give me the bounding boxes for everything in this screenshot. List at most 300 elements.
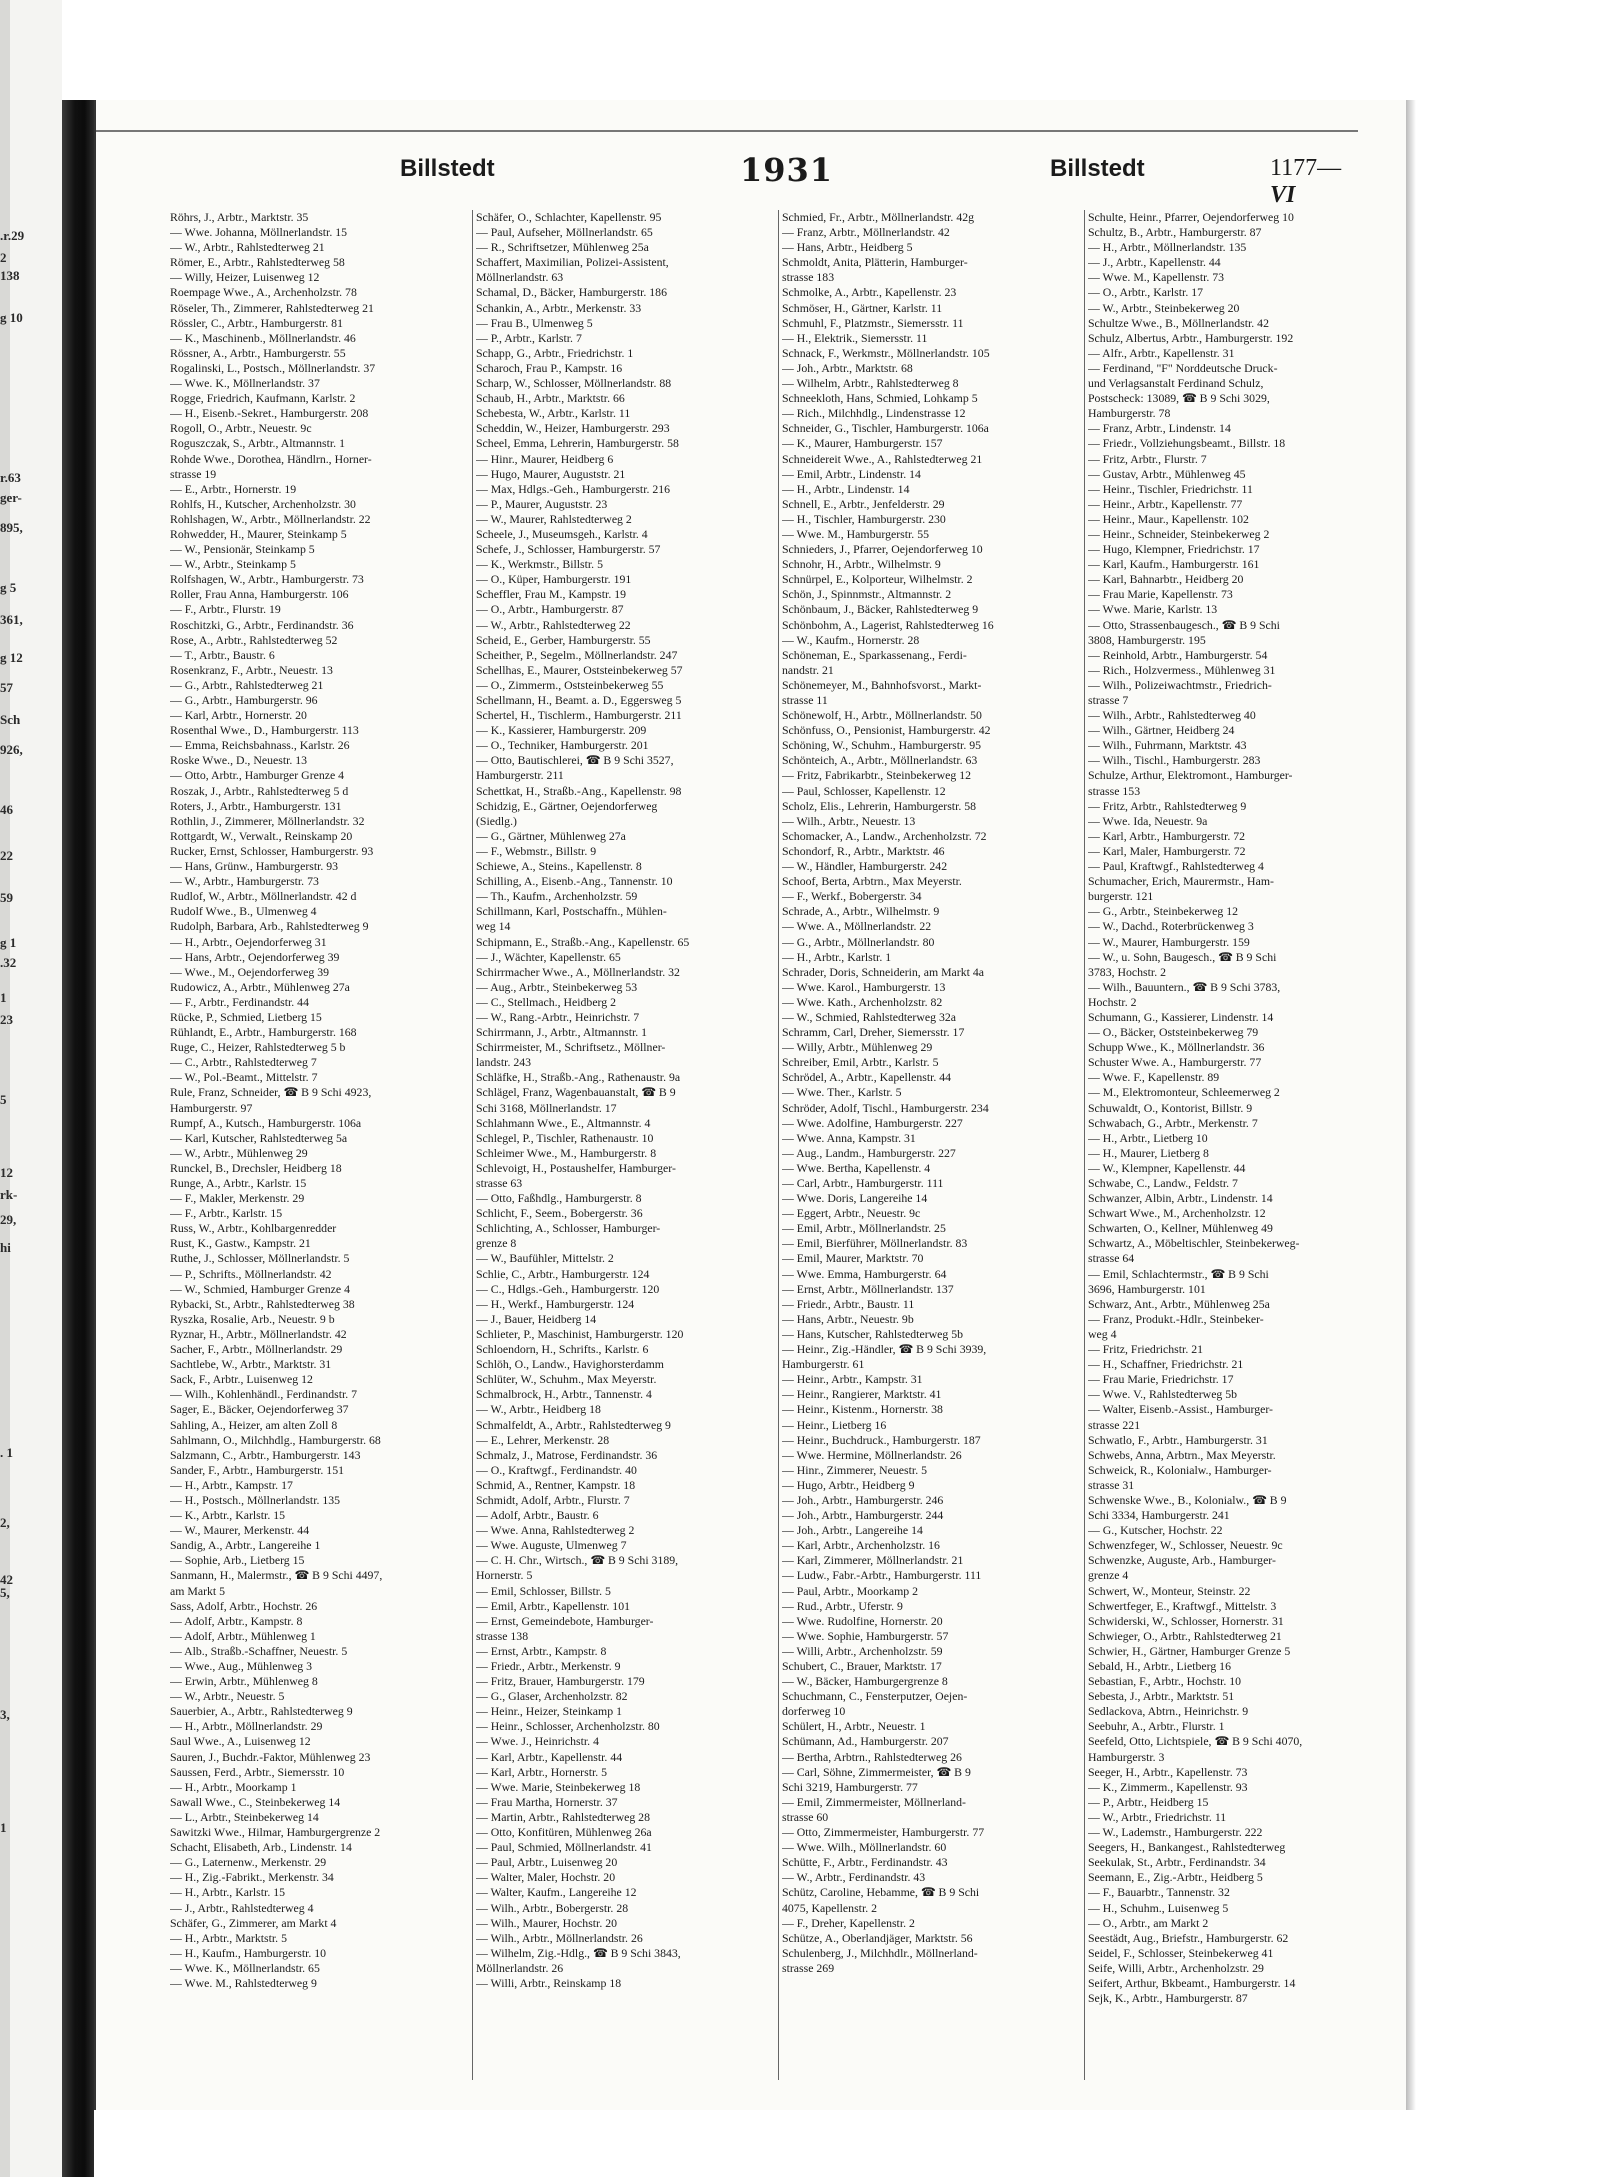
directory-entry: — Wwe. F., Kapellenstr. 89 <box>1088 1070 1220 1085</box>
directory-entry: Schleimer Wwe., M., Hamburgerstr. 8 <box>476 1145 657 1160</box>
directory-entry: Schnürpel, E., Kolporteur, Wilhelmstr. 2 <box>782 572 973 587</box>
directory-entry: — Karl, Kutscher, Rahlstedterweg 5a <box>170 1130 348 1145</box>
directory-entry: landstr. 243 <box>476 1055 532 1070</box>
directory-entry: — H., Arbtr., Marktstr. 5 <box>170 1930 287 1945</box>
directory-entry: Scheid, E., Gerber, Hamburgerstr. 55 <box>476 632 651 647</box>
directory-entry: — Walter, Eisenb.-Assist., Hamburger- <box>1088 1402 1273 1417</box>
directory-entry: — Ernst, Arbtr., Kampstr. 8 <box>476 1643 607 1658</box>
directory-entry: Schi 3334, Hamburgerstr. 241 <box>1088 1508 1230 1523</box>
directory-entry: — H., Arbtr., Moorkamp 1 <box>170 1779 297 1794</box>
directory-entry: 3808, Hamburgerstr. 195 <box>1088 632 1206 647</box>
directory-entry: — W., Arbtr., Steinkamp 5 <box>170 557 296 572</box>
directory-entry: — Karl, Arbtr., Hornerstr. 20 <box>170 708 307 723</box>
directory-entry: strasse 7 <box>1088 693 1129 707</box>
header-rule <box>96 130 1358 132</box>
directory-entry: Schönbaum, J., Bäcker, Rahlstedterweg 9 <box>782 602 979 617</box>
directory-entry: — J., Bauer, Heidberg 14 <box>476 1311 597 1326</box>
directory-entry: Sanmann, H., Malermstr., ☎ B 9 Schi 4497, <box>170 1568 383 1583</box>
directory-entry: — H., Elektrik., Siemersstr. 11 <box>782 330 928 345</box>
directory-entry: Schmuhl, F., Platzmstr., Siemersstr. 11 <box>782 315 964 330</box>
directory-entry: — Otto, Faßhdlg., Hamburgerstr. 8 <box>476 1191 642 1206</box>
directory-entry: — Emil, Arbtr., Möllnerlandstr. 25 <box>782 1221 946 1236</box>
directory-entry: Schlegel, P., Tischler, Rathenaustr. 10 <box>476 1130 654 1145</box>
directory-entry: Schnohr, H., Arbtr., Wilhelmstr. 9 <box>782 557 941 572</box>
directory-entry: — Willi, Arbtr., Reinskamp 18 <box>476 1975 622 1990</box>
directory-entry: — O., Arbtr., am Markt 2 <box>1088 1915 1209 1930</box>
directory-entry: strasse 60 <box>782 1809 829 1824</box>
directory-entry: Schirrmacher Wwe., A., Möllnerlandstr. 32 <box>476 964 680 979</box>
margin-fragment: rk- <box>0 1187 18 1202</box>
directory-entry: — G., Arbtr., Steinbekerweg 12 <box>1088 904 1239 919</box>
directory-entry: — H., Arbtr., Karlstr. 1 <box>782 949 892 964</box>
directory-entry: — Paul, Arbtr., Luisenweg 20 <box>476 1855 618 1870</box>
directory-entry: Röseler, Th., Zimmerer, Rahlstedterweg 21 <box>170 300 374 315</box>
margin-fragment: ger- <box>0 490 22 505</box>
directory-entry: Schwabach, G., Arbtr., Merkenstr. 7 <box>1088 1115 1258 1130</box>
margin-fragment: . 1 <box>0 1445 13 1460</box>
directory-entry: — P., Arbtr., Heidberg 15 <box>1088 1794 1209 1809</box>
directory-entry: — Reinhold, Arbtr., Hamburgerstr. 54 <box>1088 647 1268 662</box>
directory-entry: weg 14 <box>476 919 511 934</box>
column-divider <box>1084 210 1085 2080</box>
directory-entry: — Wwe. M., Hamburgerstr. 55 <box>782 526 930 541</box>
directory-entry: Schwenzke, Auguste, Arb., Hamburger- <box>1088 1553 1276 1568</box>
directory-entry: Schomacker, A., Landw., Archenholzstr. 72 <box>782 828 987 843</box>
directory-entry: — Wilh., Tischl., Hamburgerstr. 283 <box>1088 753 1261 768</box>
directory-entry: Roller, Frau Anna, Hamburgerstr. 106 <box>170 587 349 602</box>
directory-entry: — F., Dreher, Kapellenstr. 2 <box>782 1915 915 1930</box>
directory-entry: — Paul, Arbtr., Moorkamp 2 <box>782 1583 918 1598</box>
directory-entry: Postscheck: 13089, ☎ B 9 Schi 3029, <box>1088 391 1270 406</box>
directory-entry: Rohlshagen, W., Arbtr., Möllnerlandstr. 22 <box>170 511 371 526</box>
directory-entry: — W., Maurer, Rahlstedterweg 2 <box>476 511 632 526</box>
directory-entry: Schulz, Albertus, Arbtr., Hamburgerstr. 192 <box>1088 330 1294 345</box>
directory-entry: — Bertha, Arbtrn., Rahlstedterweg 26 <box>782 1749 962 1764</box>
directory-entry: — Heinr., Buchdruck., Hamburgerstr. 187 <box>782 1432 981 1447</box>
directory-entry: — Wwe. Adolfine, Hamburgerstr. 227 <box>782 1115 963 1130</box>
margin-fragment: 22 <box>0 848 13 863</box>
directory-entry: — Karl, Arbtr., Hamburgerstr. 72 <box>1088 828 1246 843</box>
directory-entry: strasse 269 <box>782 1960 835 1975</box>
directory-entry: — T., Arbtr., Baustr. 6 <box>170 647 275 662</box>
margin-fragment: 2, <box>0 1515 10 1530</box>
directory-entry: Schwart Wwe., M., Archenholzstr. 12 <box>1088 1206 1266 1221</box>
directory-entry: Scheddin, W., Heizer, Hamburgerstr. 293 <box>476 421 670 436</box>
directory-entry: — H., Zig.-Fabrikt., Merkenstr. 34 <box>170 1870 334 1885</box>
directory-entry: — Ernst, Arbtr., Möllnerlandstr. 137 <box>782 1281 954 1296</box>
directory-entry: strasse 153 <box>1088 783 1141 798</box>
directory-entry: — Karl, Zimmerer, Möllnerlandstr. 21 <box>782 1553 964 1568</box>
directory-entry: — Gustav, Arbtr., Mühlenweg 45 <box>1088 466 1246 481</box>
directory-entry: Schrade, A., Arbtr., Wilhelmstr. 9 <box>782 904 940 919</box>
margin-fragment: hi <box>0 1240 11 1255</box>
directory-entry: — H., Schuhm., Luisenweg 5 <box>1088 1900 1229 1915</box>
directory-entry: — Otto, Strassenbaugesch., ☎ B 9 Schi <box>1088 617 1280 632</box>
directory-entry: — Wilh., Gärtner, Heidberg 24 <box>1088 723 1235 738</box>
margin-fragment: .r.29 <box>0 228 25 243</box>
directory-entry: — Walter, Kaufm., Langereihe 12 <box>476 1885 637 1900</box>
directory-entry: Schipmann, E., Straßb.-Ang., Kapellenstr. 65 <box>476 934 690 949</box>
directory-entry: strasse 64 <box>1088 1251 1135 1266</box>
directory-entry: — F., Webmstr., Billstr. 9 <box>476 843 597 858</box>
directory-entry: — W., Klempner, Kapellenstr. 44 <box>1088 1160 1246 1175</box>
directory-entry: — Hugo, Klempner, Friedrichstr. 17 <box>1088 542 1260 557</box>
directory-entry: — W., Dachd., Roterbrückenweg 3 <box>1088 919 1254 934</box>
directory-entry: — F., Arbtr., Ferdinandstr. 44 <box>170 994 309 1009</box>
directory-entry: Schönemeyer, M., Bahnhofsvorst., Markt- <box>782 677 982 692</box>
directory-entry: — Otto, Arbtr., Hamburger Grenze 4 <box>170 768 345 783</box>
directory-entry: Schmöser, H., Gärtner, Karlstr. 11 <box>782 300 943 315</box>
margin-fragment: 23 <box>0 1012 13 1027</box>
directory-entry: — H., Werkf., Hamburgerstr. 124 <box>476 1296 635 1311</box>
directory-entry: — W., Maurer, Merkenstr. 44 <box>170 1523 310 1538</box>
margin-fragment: r.63 <box>0 470 21 485</box>
directory-entry: strasse 63 <box>476 1176 523 1190</box>
directory-entry: Rumpf, A., Kutsch., Hamburgerstr. 106a <box>170 1115 362 1130</box>
directory-entry: Schuster Wwe. A., Hamburgerstr. 77 <box>1088 1055 1262 1070</box>
directory-entry: Schillmann, Karl, Postschaffn., Mühlen- <box>476 904 667 919</box>
directory-entry: Schwarz, Ant., Arbtr., Mühlenweg 25a <box>1088 1296 1270 1311</box>
directory-entry: — Otto, Zimmermeister, Hamburgerstr. 77 <box>782 1825 985 1840</box>
directory-entry: strasse 19 <box>170 466 217 481</box>
directory-entry: Hamburgerstr. 61 <box>782 1357 865 1372</box>
directory-entry: — Wwe. Rudolfine, Hornerstr. 20 <box>782 1613 943 1628</box>
directory-entry: Schaub, H., Arbtr., Marktstr. 66 <box>476 391 625 406</box>
directory-entry: Russ, W., Arbtr., Kohlbargenredder <box>170 1221 337 1236</box>
directory-entry: — W., Arbtr., Steinbekerweg 20 <box>1088 300 1240 315</box>
directory-entry: — Ferdinand, "F" Norddeutsche Druck- <box>1088 360 1278 375</box>
directory-entry: Rogge, Friedrich, Kaufmann, Karlstr. 2 <box>170 391 356 406</box>
directory-entry: Schwartz, A., Möbeltischler, Steinbekerweg- <box>1088 1236 1300 1251</box>
directory-entry: Schäfer, G., Zimmerer, am Markt 4 <box>170 1915 337 1930</box>
directory-entry: — Alfr., Arbtr., Kapellenstr. 31 <box>1088 345 1235 360</box>
directory-entry: — Wilh., Arbtr., Neuestr. 13 <box>782 813 916 828</box>
directory-entry: — Emil, Arbtr., Kapellenstr. 101 <box>476 1598 630 1613</box>
directory-entry: — W., Maurer, Hamburgerstr. 159 <box>1088 934 1250 949</box>
directory-entry: Schwieger, O., Arbtr., Rahlstedterweg 21 <box>1088 1628 1282 1643</box>
directory-entry: Schwier, H., Gärtner, Hamburger Grenze 5 <box>1088 1643 1291 1658</box>
directory-entry: Saussen, Ferd., Arbtr., Siemersstr. 10 <box>170 1764 345 1779</box>
directory-entry: Schacht, Elisabeth, Arb., Lindenstr. 14 <box>170 1840 352 1855</box>
margin-fragment: 361, <box>0 612 23 627</box>
directory-entry: Schiewe, A., Steins., Kapellenstr. 8 <box>476 859 642 874</box>
directory-entry: grenze 4 <box>1088 1568 1129 1583</box>
directory-entry: — Hans, Arbtr., Heidberg 5 <box>782 240 913 255</box>
page-edge-shadow <box>1406 100 1416 2110</box>
directory-entry: Schloendorn, H., Schrifts., Karlstr. 6 <box>476 1342 649 1357</box>
directory-entry: Rohlfs, H., Kutscher, Archenholzstr. 30 <box>170 496 356 511</box>
directory-entry: — Karl, Maler, Hamburgerstr. 72 <box>1088 843 1246 858</box>
directory-entry: — Wilh., Arbtr., Rahlstedterweg 40 <box>1088 708 1256 723</box>
directory-entry: Rolfshagen, W., Arbtr., Hamburgerstr. 73 <box>170 572 364 587</box>
margin-fragment: 5, <box>0 1585 10 1600</box>
directory-entry: Rose, A., Arbtr., Rahlstedterweg 52 <box>170 632 338 647</box>
directory-entry: — Friedr., Arbtr., Baustr. 11 <box>782 1296 915 1311</box>
directory-entry: Schmalfeldt, A., Arbtr., Rahlstedterweg 9 <box>476 1417 671 1432</box>
directory-entry: — E., Lehrer, Merkenstr. 28 <box>476 1432 610 1447</box>
margin-fragment: 59 <box>0 890 13 905</box>
directory-entry: Schirrmann, J., Arbtr., Altmannstr. 1 <box>476 1025 648 1040</box>
directory-entry: — Wilh., Polizeiwachtmstr., Friedrich- <box>1088 677 1272 692</box>
directory-entry: (Siedlg.) <box>476 813 517 828</box>
directory-entry: — Wwe. Ida, Neuestr. 9a <box>1088 813 1208 828</box>
directory-entry: Roszak, J., Arbtr., Rahlstedterweg 5 d <box>170 783 349 798</box>
directory-entry: Schönbohm, A., Lagerist, Rahlstedterweg 16 <box>782 617 994 632</box>
directory-entry: — Th., Kaufm., Archenholzstr. 59 <box>476 889 638 904</box>
directory-entry: Scheffler, Frau M., Kampstr. 19 <box>476 587 627 602</box>
directory-entry: — Wwe., Aug., Mühlenweg 3 <box>170 1659 312 1673</box>
directory-entry: Schwanzer, Albin, Arbtr., Lindenstr. 14 <box>1088 1191 1273 1206</box>
directory-entry: Salzmann, C., Arbtr., Hamburgerstr. 143 <box>170 1447 361 1462</box>
directory-entry: Rühlandt, E., Arbtr., Hamburgerstr. 168 <box>170 1025 357 1040</box>
directory-entry: Schweick, R., Kolonialw., Hamburger- <box>1088 1462 1272 1477</box>
directory-entry: — Wwe. Bertha, Kapellenstr. 4 <box>782 1160 931 1175</box>
directory-entry: — W., Baufühler, Mittelstr. 2 <box>476 1251 614 1266</box>
directory-entry: Schapp, G., Arbtr., Friedrichstr. 1 <box>476 345 634 360</box>
directory-entry: — Wilhelm, Zig.-Hdlg., ☎ B 9 Schi 3843, <box>476 1945 681 1960</box>
directory-entry: — Wwe. M., Kapellenstr. 73 <box>1088 270 1225 285</box>
directory-entry: Schümann, Ad., Hamburgerstr. 207 <box>782 1734 949 1749</box>
directory-entry: Sahlmann, O., Milchhdlg., Hamburgerstr. 68 <box>170 1432 381 1447</box>
header-year: 1931 <box>740 151 834 189</box>
margin-fragment: g 12 <box>0 650 23 665</box>
directory-entry: — P., Maurer, Auguststr. 23 <box>476 496 608 511</box>
directory-entry: — Heinr., Arbtr., Kampstr. 31 <box>782 1372 923 1387</box>
directory-entry: — Wilh., Fuhrmann, Marktstr. 43 <box>1088 738 1247 753</box>
directory-entry: Schidzig, E., Gärtner, Oejendorferweg <box>476 798 658 813</box>
directory-entry: — G., Arbtr., Möllnerlandstr. 80 <box>782 934 935 949</box>
margin-fragment: g 10 <box>0 310 23 325</box>
directory-entry: Rohde Wwe., Dorothea, Händlrn., Horner- <box>170 451 372 466</box>
margin-fragment: 12 <box>0 1165 13 1180</box>
directory-entry: — Emil, Zimmermeister, Möllnerland- <box>782 1794 966 1809</box>
directory-entry: — F., Werkf., Bobergerstr. 34 <box>782 889 922 904</box>
directory-entry: Rudolph, Barbara, Arb., Rahlstedterweg 9 <box>170 919 369 934</box>
directory-entry: — Paul, Kraftwgf., Rahlstedterweg 4 <box>1088 859 1264 874</box>
directory-entry: — Emma, Reichsbahnass., Karlstr. 26 <box>170 738 350 753</box>
directory-entry: — Ludw., Fabr.-Arbtr., Hamburgerstr. 111 <box>782 1568 982 1583</box>
directory-entry: — Emil, Schlachtermstr., ☎ B 9 Schi <box>1088 1266 1269 1281</box>
directory-entry: — Hans, Arbtr., Oejendorferweg 39 <box>170 949 340 964</box>
directory-entry: Rogoll, O., Arbtr., Neuestr. 9c <box>170 421 312 436</box>
directory-entry: Schwenske Wwe., B., Kolonialw., ☎ B 9 <box>1088 1492 1287 1507</box>
directory-entry: Roters, J., Arbtr., Hamburgerstr. 131 <box>170 798 342 813</box>
directory-entry: — Hans, Arbtr., Neuestr. 9b <box>782 1311 914 1326</box>
directory-entry: Schertel, H., Tischlerm., Hamburgerstr. 211 <box>476 708 682 723</box>
directory-entry: — J., Arbtr., Rahlstedterweg 4 <box>170 1900 314 1915</box>
directory-entry: Seifert, Arthur, Bkbeamt., Hamburgerstr. 14 <box>1088 1975 1296 1990</box>
directory-entry: Schamal, D., Bäcker, Hamburgerstr. 186 <box>476 285 667 300</box>
directory-entry: Schumann, G., Kassierer, Lindenstr. 14 <box>1088 1009 1274 1024</box>
directory-entry: — Karl, Kaufm., Hamburgerstr. 161 <box>1088 557 1260 572</box>
directory-entry: Roguszczak, S., Arbtr., Altmannstr. 1 <box>170 436 345 451</box>
directory-entry: — Wwe. Sophie, Hamburgerstr. 57 <box>782 1628 949 1643</box>
directory-entry: Scholz, Elis., Lehrerin, Hamburgerstr. 58 <box>782 798 977 813</box>
directory-entry: — W., Lademstr., Hamburgerstr. 222 <box>1088 1825 1263 1840</box>
directory-entry: Schwatlo, F., Arbtr., Hamburgerstr. 31 <box>1088 1432 1268 1447</box>
directory-entry: strasse 11 <box>782 693 828 707</box>
directory-entry: — F., Arbtr., Flurstr. 19 <box>170 602 281 617</box>
directory-entry: — Walter, Maler, Hochstr. 20 <box>476 1870 616 1885</box>
directory-entry: Sack, F., Arbtr., Luisenweg 12 <box>170 1372 313 1387</box>
directory-entry: und Verlagsanstalt Ferdinand Schulz, <box>1088 376 1264 391</box>
directory-entry: — Emil, Arbtr., Lindenstr. 14 <box>782 466 921 481</box>
directory-entry: Seife, Willi, Arbtr., Archenholzstr. 29 <box>1088 1960 1264 1975</box>
directory-entry: — O., Techniker, Hamburgerstr. 201 <box>476 738 649 753</box>
directory-entry: strasse 138 <box>476 1628 529 1643</box>
directory-entry: — O., Arbtr., Hamburgerstr. 87 <box>476 602 624 617</box>
directory-entry: Sandig, A., Arbtr., Langereihe 1 <box>170 1538 321 1553</box>
book-gutter <box>62 0 94 2177</box>
directory-columns <box>170 210 1400 2080</box>
directory-entry: — Wwe. J., Heinrichstr. 4 <box>476 1734 599 1749</box>
directory-entry: Roske Wwe., D., Neuestr. 13 <box>170 753 308 768</box>
page-header <box>100 151 1360 208</box>
directory-entry: Schlahmann Wwe., E., Altmannstr. 4 <box>476 1115 651 1130</box>
margin-fragment: 42 <box>0 1572 13 1587</box>
directory-entry: — G., Kutscher, Hochstr. 22 <box>1088 1523 1223 1538</box>
header-right-place: Billstedt <box>1050 155 1145 182</box>
directory-entry: Rule, Franz, Schneider, ☎ B 9 Schi 4923, <box>170 1085 372 1100</box>
directory-entry: — Karl, Arbtr., Hornerstr. 5 <box>476 1764 608 1779</box>
directory-entry: — C., Hdlgs.-Geh., Hamburgerstr. 120 <box>476 1281 660 1296</box>
directory-entry: Schlevoigt, H., Postaushelfer, Hamburger- <box>476 1160 676 1175</box>
directory-entry: Sauerbier, A., Arbtr., Rahlstedterweg 9 <box>170 1704 353 1719</box>
directory-entry: Röhrs, J., Arbtr., Marktstr. 35 <box>170 210 309 224</box>
directory-entry: — C., Stellmach., Heidberg 2 <box>476 994 617 1009</box>
directory-entry: Schwarten, O., Kellner, Mühlenweg 49 <box>1088 1221 1273 1236</box>
directory-entry: Schramm, Carl, Dreher, Siemersstr. 17 <box>782 1025 965 1040</box>
directory-entry: Hamburgerstr. 97 <box>170 1100 253 1115</box>
directory-entry: — W., Arbtr., Heidberg 18 <box>476 1402 601 1417</box>
directory-entry: — Emil, Bierführer, Möllnerlandstr. 83 <box>782 1236 968 1251</box>
directory-entry: — Wwe. Marie, Karlstr. 13 <box>1088 602 1218 617</box>
directory-entry: Rohwedder, H., Maurer, Steinkamp 5 <box>170 526 347 541</box>
directory-entry: — Wilh., Kohlenhändl., Ferdinandstr. 7 <box>170 1387 358 1402</box>
directory-entry: Rothlin, J., Zimmerer, Möllnerlandstr. 32 <box>170 813 365 828</box>
margin-fragment: 5 <box>0 1092 7 1107</box>
directory-entry: Schellmann, H., Beamt. a. D., Eggersweg 5 <box>476 693 682 707</box>
directory-entry: — K., Arbtr., Karlstr. 15 <box>170 1508 286 1523</box>
directory-entry: Sauren, J., Buchdr.-Faktor, Mühlenweg 23 <box>170 1749 371 1764</box>
directory-entry: — Heinr., Lietberg 16 <box>782 1417 887 1432</box>
directory-entry: Schlie, C., Arbtr., Hamburgerstr. 124 <box>476 1266 650 1281</box>
directory-entry: Sejk, K., Arbtr., Hamburgerstr. 87 <box>1088 1991 1248 2006</box>
directory-entry: — Wwe. Auguste, Ulmenweg 7 <box>476 1538 627 1553</box>
directory-entry: Hornerstr. 5 <box>476 1568 533 1583</box>
directory-entry: am Markt 5 <box>170 1583 226 1598</box>
directory-entry: — Fritz, Fabrikarbtr., Steinbekerweg 12 <box>782 768 972 783</box>
directory-entry: — Heinr., Kistenm., Hornerstr. 38 <box>782 1402 943 1417</box>
directory-entry: Seekulak, St., Arbtr., Ferdinandstr. 34 <box>1088 1855 1266 1870</box>
directory-entry: — P., Arbtr., Karlstr. 7 <box>476 330 582 345</box>
directory-entry: Ryznar, H., Arbtr., Möllnerlandstr. 42 <box>170 1326 347 1341</box>
directory-entry: Seidel, F., Schlosser, Steinbekerweg 41 <box>1088 1945 1274 1960</box>
directory-entry: Seefeld, Otto, Lichtspiele, ☎ B 9 Schi 4070, <box>1088 1734 1303 1749</box>
directory-entry: Scharp, W., Schlosser, Möllnerlandstr. 88 <box>476 376 672 391</box>
directory-entry: — Wwe. Doris, Langereihe 14 <box>782 1191 928 1206</box>
directory-entry: — W., Rang.-Arbtr., Heinrichstr. 7 <box>476 1009 640 1024</box>
page-number-value: 1177— <box>1270 155 1342 181</box>
directory-entry: Schlöh, O., Landw., Havighorsterdamm <box>476 1357 664 1372</box>
directory-entry: Schön, J., Spinnmstr., Altmannstr. 2 <box>782 587 952 602</box>
directory-entry: — G., Glaser, Archenholzstr. 82 <box>476 1689 628 1704</box>
directory-entry: Schirrmeister, M., Schriftsetz., Möllner- <box>476 1040 666 1055</box>
margin-fragment: 29, <box>0 1212 17 1227</box>
scan-top-margin <box>62 0 1462 100</box>
directory-entry: — Wwe. Hermine, Möllnerlandstr. 26 <box>782 1447 962 1462</box>
header-left-place: Billstedt <box>400 155 495 182</box>
directory-entry: — W., Arbtr., Rahlstedterweg 22 <box>476 617 631 632</box>
directory-entry: — O., Arbtr., Karlstr. 17 <box>1088 285 1204 300</box>
directory-entry: — W., Schmied, Hamburger Grenze 4 <box>170 1281 350 1296</box>
directory-entry: Rogalinski, L., Postsch., Möllnerlandstr. 37 <box>170 360 376 375</box>
directory-entry: Schneekloth, Hans, Schmied, Lohkamp 5 <box>782 391 978 406</box>
directory-entry: Schülert, H., Arbtr., Neuestr. 1 <box>782 1719 926 1734</box>
directory-entry: Schmolke, A., Arbtr., Kapellenstr. 23 <box>782 285 957 300</box>
directory-entry: Saul Wwe., A., Luisenweg 12 <box>170 1734 311 1749</box>
directory-entry: — Wwe. Marie, Steinbekerweg 18 <box>476 1779 641 1794</box>
directory-entry: Schefe, J., Schlosser, Hamburgerstr. 57 <box>476 542 661 557</box>
directory-entry: — H., Arbtr., Möllnerlandstr. 29 <box>170 1719 323 1734</box>
directory-entry: — W., Arbtr., Friedrichstr. 11 <box>1088 1809 1227 1824</box>
directory-entry: — W., Pensionär, Steinkamp 5 <box>170 542 315 557</box>
directory-entry: Schilling, A., Eisenb.-Ang., Tannenstr. 10 <box>476 874 673 889</box>
margin-fragment: .32 <box>0 955 17 970</box>
directory-entry: — Wwe. Johanna, Möllnerlandstr. 15 <box>170 225 348 240</box>
directory-entry: — Franz, Produkt.-Hdlr., Steinbeker- <box>1088 1311 1264 1326</box>
directory-entry: Schmidt, Adolf, Arbtr., Flurstr. 7 <box>476 1492 630 1507</box>
directory-entry: — H., Tischler, Hamburgerstr. 230 <box>782 511 946 526</box>
directory-entry: — H., Maurer, Lietberg 8 <box>1088 1145 1209 1160</box>
directory-entry: Seestädt, Aug., Briefstr., Hamburgerstr. 62 <box>1088 1930 1289 1945</box>
directory-entry: — W., Kaufm., Hornerstr. 28 <box>782 632 920 647</box>
directory-entry: — Wwe. M., Rahlstedterweg 9 <box>170 1975 317 1990</box>
directory-entry: strasse 221 <box>1088 1417 1141 1432</box>
directory-entry: — Rich., Milchhdlg., Lindenstrasse 12 <box>782 406 966 421</box>
directory-entry: — Heinr., Tischler, Friedrichstr. 11 <box>1088 481 1253 496</box>
directory-entry: Schumacher, Erich, Maurermstr., Ham- <box>1088 874 1274 889</box>
directory-entry: — R., Schriftsetzer, Mühlenweg 25a <box>476 240 649 255</box>
directory-entry: Seemann, E., Zig.-Arbtr., Heidberg 5 <box>1088 1870 1263 1885</box>
directory-entry: Schrader, Doris, Schneiderin, am Markt 4a <box>782 964 984 979</box>
margin-fragment: 895, <box>0 520 23 535</box>
directory-entry: Schwert, W., Monteur, Steinstr. 22 <box>1088 1583 1251 1598</box>
directory-entry: Schmid, A., Rentner, Kampstr. 18 <box>476 1477 636 1492</box>
directory-entry: — Friedr., Vollziehungsbeamt., Billstr. 18 <box>1088 436 1286 451</box>
directory-entry: — Wwe. Kath., Archenholzstr. 82 <box>782 994 943 1009</box>
directory-entry: Schettkat, H., Straßb.-Ang., Kapellenstr. 98 <box>476 783 682 798</box>
directory-entry: Sawall Wwe., C., Steinbekerweg 14 <box>170 1794 341 1809</box>
directory-entry: Schondorf, R., Arbtr., Marktstr. 46 <box>782 843 945 858</box>
directory-entry: Sacher, F., Arbtr., Möllnerlandstr. 29 <box>170 1342 343 1357</box>
directory-entry: Ruge, C., Heizer, Rahlstedterweg 5 b <box>170 1040 346 1055</box>
directory-entry: — Wwe. Ther., Karlstr. 5 <box>782 1085 902 1100</box>
directory-entry: Schlüter, W., Schuhm., Max Meyerstr. <box>476 1372 657 1387</box>
directory-entry: — Fritz, Brauer, Hamburgerstr. 179 <box>476 1674 645 1689</box>
directory-entry: Schlieter, P., Maschinist, Hamburgerstr. 120 <box>476 1326 684 1341</box>
directory-entry: Schnieders, J., Pfarrer, Oejendorferweg 10 <box>782 542 983 557</box>
directory-entry: — Hugo, Arbtr., Heidberg 9 <box>782 1477 915 1492</box>
directory-entry: Schmied, Fr., Arbtr., Möllnerlandstr. 42g <box>782 210 975 224</box>
directory-entry: Schubert, C., Brauer, Marktstr. 17 <box>782 1659 942 1673</box>
directory-entry: Sander, F., Arbtr., Hamburgerstr. 151 <box>170 1462 344 1477</box>
directory-entry: Sebald, H., Arbtr., Lietberg 16 <box>1088 1659 1231 1673</box>
directory-entry: Schläfke, H., Straßb.-Ang., Rathenaustr. 9a <box>476 1070 681 1085</box>
directory-entry: weg 4 <box>1088 1326 1117 1341</box>
directory-entry: — Erwin, Arbtr., Mühlenweg 8 <box>170 1674 318 1689</box>
directory-entry: — P., Schrifts., Möllnerlandstr. 42 <box>170 1266 332 1281</box>
